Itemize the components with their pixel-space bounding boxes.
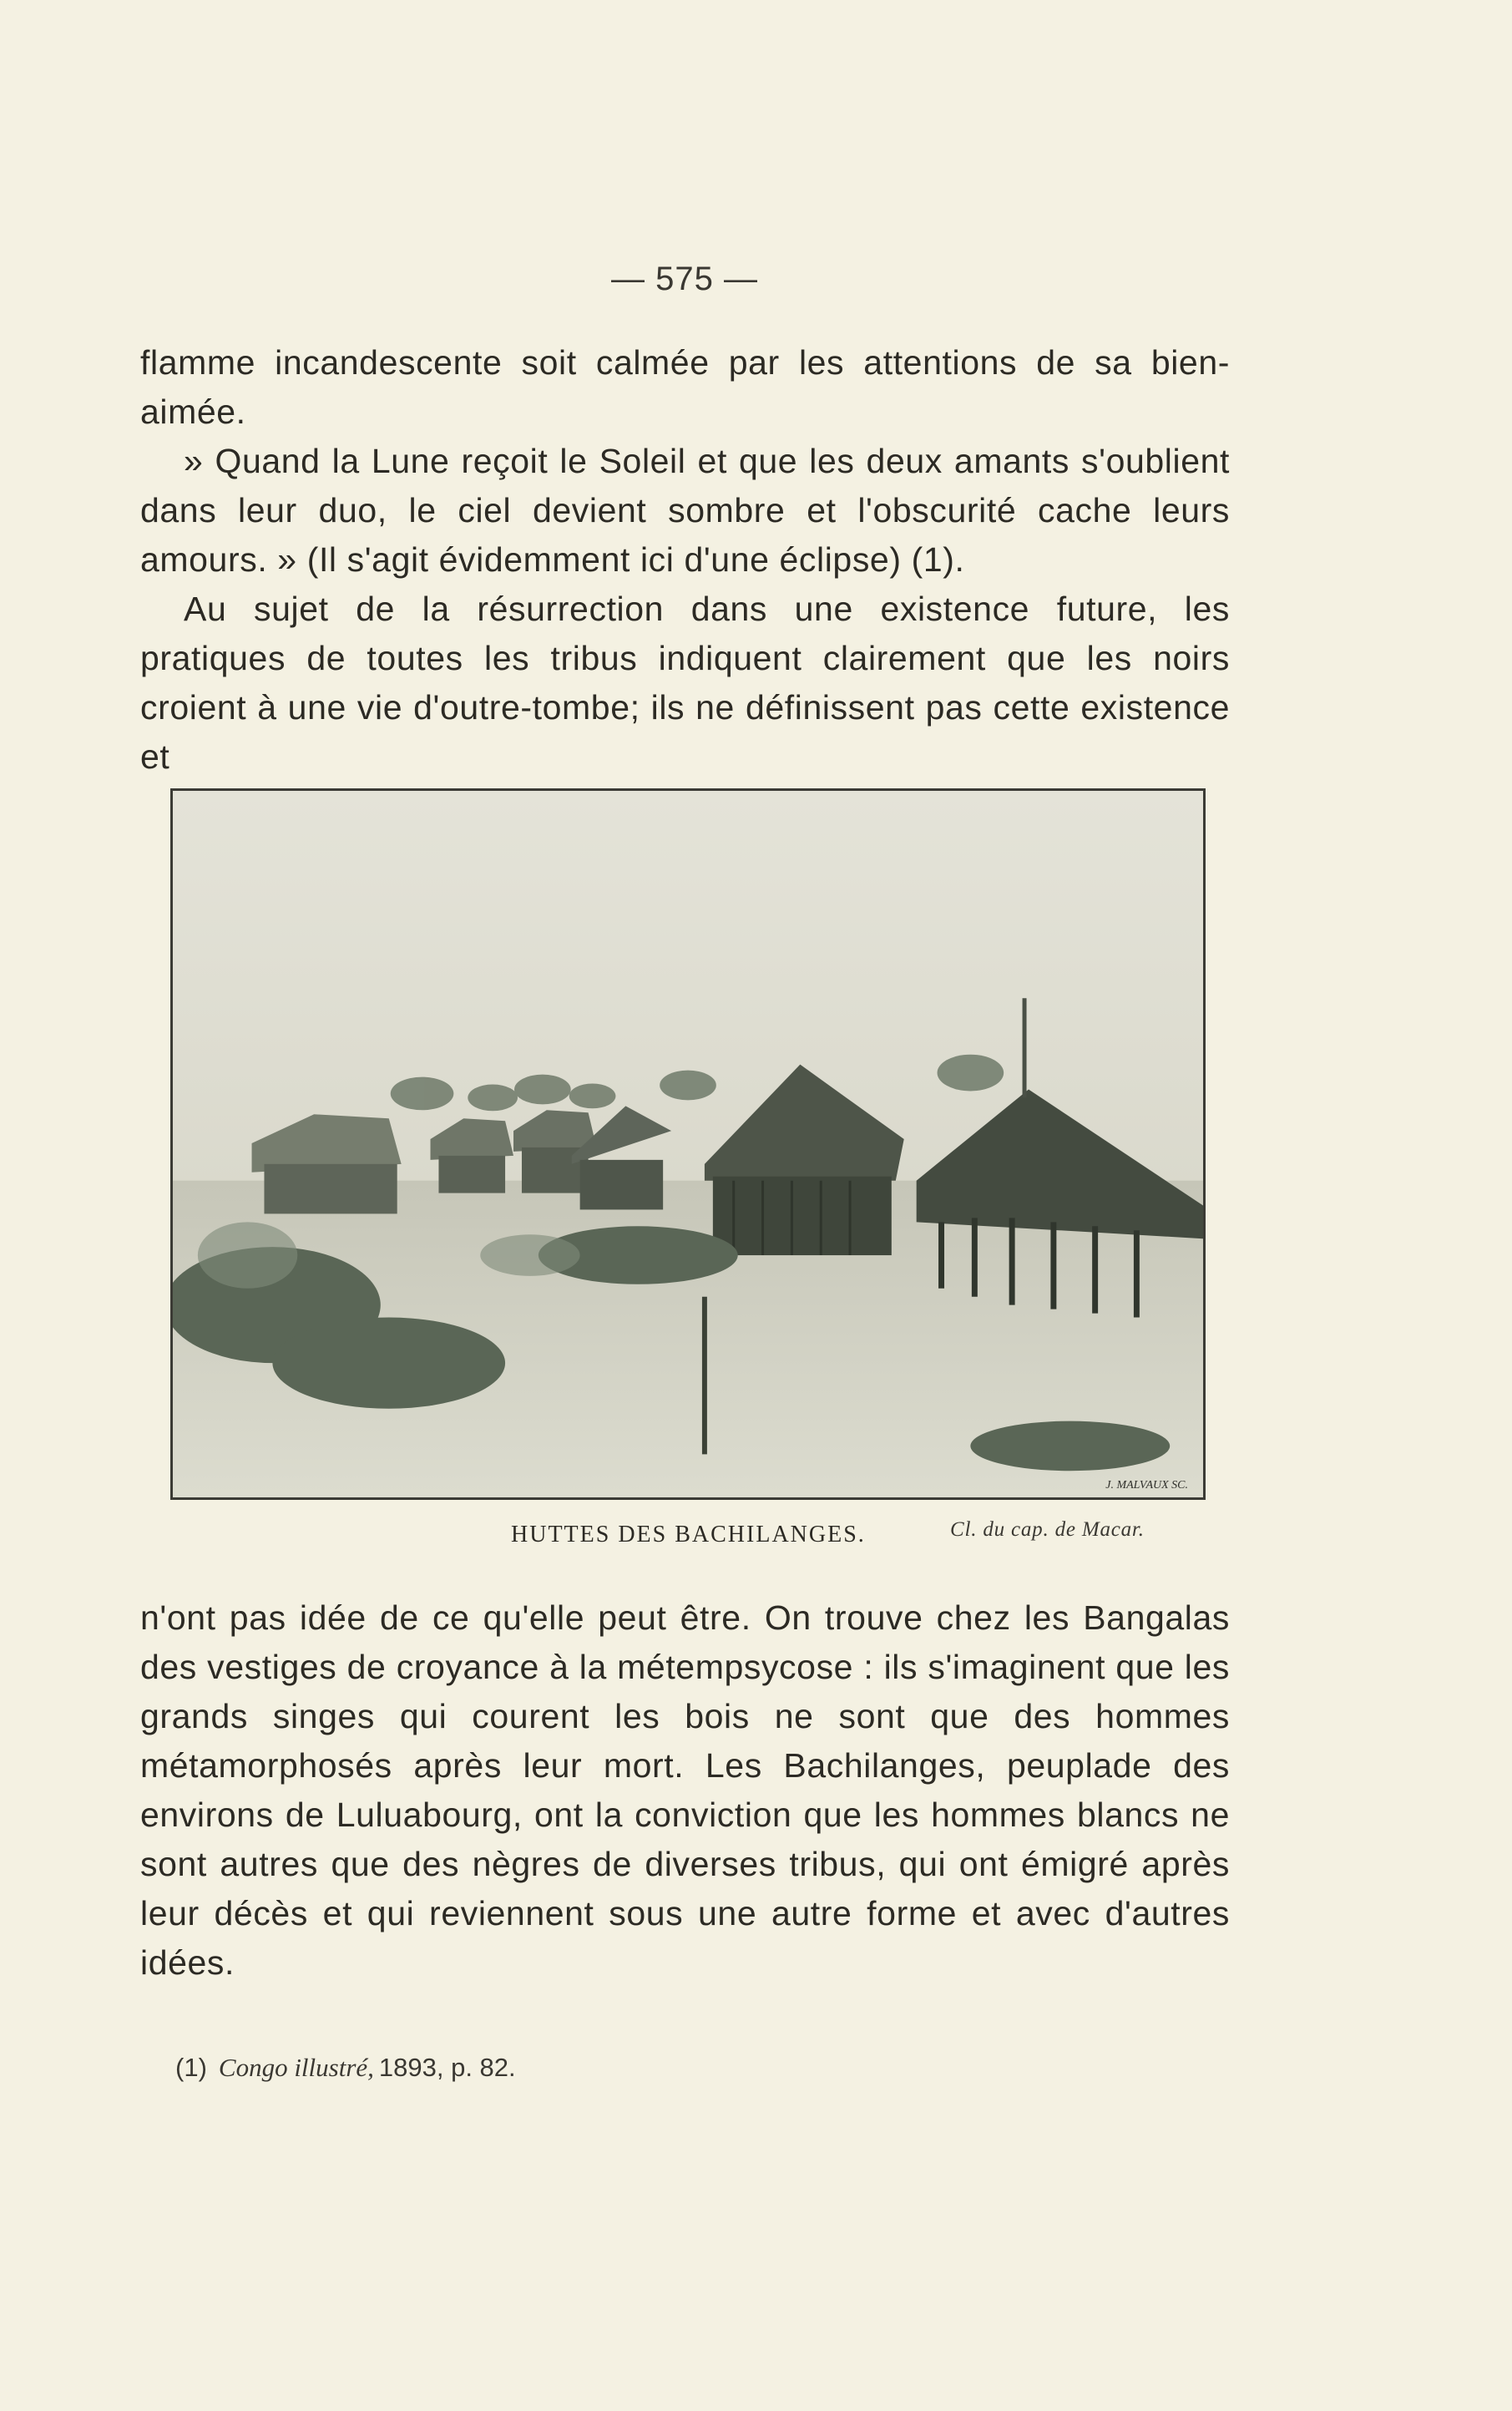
paragraph: » Quand la Lune reçoit le Soleil et que les deux amants s'oublient dans leur duo, le ciel devient sombre et l'obscurité cache leurs amours. » (Il s'agit évidemment ici d'une éclipse) (1).: [140, 442, 1230, 579]
footnote-title: Congo illustré,: [218, 2053, 374, 2082]
paragraph: Au sujet de la résurrection dans une existence future, les pratiques de toutes les tribus indiquent clairement que les noirs croient à une vie d'outre-tombe; ils ne définissent pas cette existence et: [140, 590, 1230, 776]
bottom-text-block: [140, 1593, 1230, 1988]
figure-credit: Cl. du cap. de Macar.: [950, 1518, 1145, 1541]
page-number: — 575 —: [611, 261, 758, 297]
engraver-signature: J. MALVAUX SC.: [1105, 1479, 1188, 1492]
footnote-mark: (1): [175, 2053, 207, 2082]
footnote: [175, 2053, 516, 2083]
paragraph: flamme incandescente soit calmée par les attentions de sa bien-aimée.: [140, 343, 1230, 431]
paragraph: n'ont pas idée de ce qu'elle peut être. On trouve chez les Bangalas des vestiges de croyance à la métempsycose : ils s'imaginent que les grands singes qui courent les bois ne sont que des hommes métamorphosés après leur mort. Les Bachilanges, peuplade des environs de Luluabourg, ont la conviction que les hommes blancs ne sont autres que des nègres de diverses tribus, qui ont émigré après leur décès et qui reviennent sous une autre forme et avec d'autres idées.: [140, 1598, 1230, 1982]
footnote-ref: 1893, p. 82.: [378, 2053, 516, 2082]
top-text-block: [140, 338, 1230, 782]
figure-photograph-huts: [170, 788, 1206, 1500]
figure-caption: HUTTES DES BACHILANGES.: [511, 1522, 866, 1547]
photo-illustration: [173, 791, 1203, 1497]
